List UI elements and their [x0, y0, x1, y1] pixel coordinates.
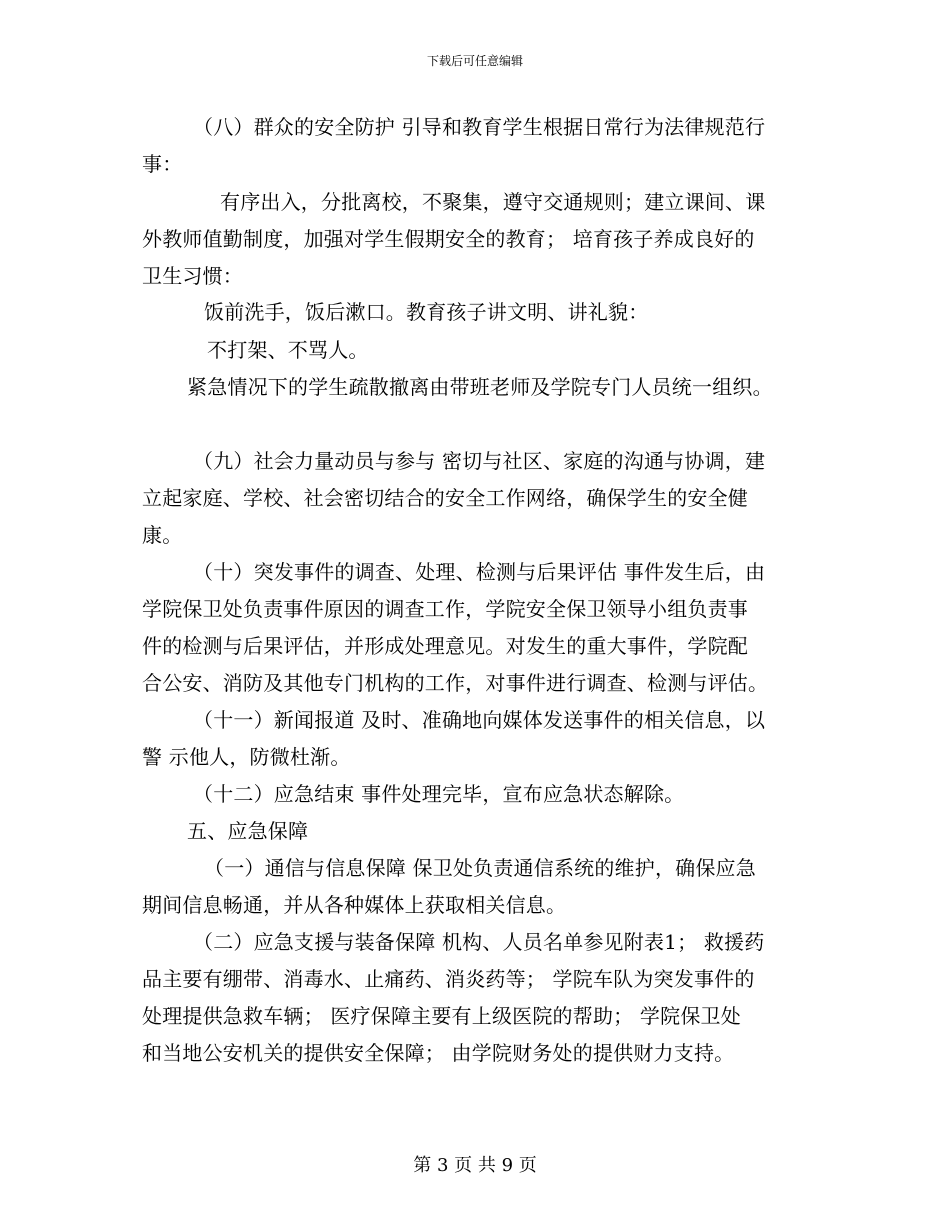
text-line: 有序出入，分批离校，不聚集，遵守交通规则；建立课间、课 [220, 190, 766, 214]
text-line: 合公安、消防及其他专门机构的工作，对事件进行调查、检测与评估。 [142, 671, 769, 695]
page-number: 第 3 页 共 9 页 [413, 1155, 537, 1176]
text-line: 和当地公安机关的提供安全保障； 由学院财务处的提供财力支持。 [142, 1041, 735, 1065]
text-line: 期间信息畅通，并从各种媒体上获取相关信息。 [142, 893, 567, 917]
text-line: （十一）新闻报道 及时、准确地向媒体发送事件的相关信息，以 [193, 708, 766, 732]
text-line: 外教师值勤制度，加强对学生假期安全的教育； 培育孩子养成良好的 [142, 227, 755, 251]
text-line: （九）社会力量动员与参与 密切与社区、家庭的沟通与协调，建 [193, 449, 766, 473]
text-line: 饭前洗手，饭后漱口。教育孩子讲文明、讲礼貌： [204, 300, 649, 324]
text-line: 事： [142, 152, 183, 176]
text-line: 卫生习惯： [142, 264, 243, 288]
text-line: 紧急情况下的学生疏散撤离由带班老师及学院专门人员统一组织。 [187, 375, 773, 399]
page-header: 下载后可任意编辑 [426, 54, 523, 68]
text-line: 不打架、不骂人。 [207, 338, 369, 362]
text-line: （十二）应急结束 事件处理完毕，宣布应急状态解除。 [193, 782, 685, 806]
text-line: 立起家庭、学校、社会密切结合的安全工作网络，确保学生的安全健 [142, 486, 748, 510]
text-line: （二）应急支援与装备保障 机构、人员名单参见附表1； 救援药 [193, 930, 765, 954]
text-line: （一）通信与信息保障 保卫处负责通信系统的维护，确保应急 [204, 856, 756, 880]
text-line: 处理提供急救车辆； 医疗保障主要有上级医院的帮助； 学院保卫处 [142, 1004, 741, 1028]
text-line: 警 示他人，防微杜渐。 [142, 745, 351, 769]
section-heading: 五、应急保障 [187, 819, 309, 843]
text-line: 学院保卫处负责事件原因的调查工作，学院安全保卫领导小组负责事 [142, 597, 748, 621]
text-line: 品主要有绷带、消毒水、止痛药、消炎药等； 学院车队为突发事件的 [142, 967, 755, 991]
text-line: 件的检测与后果评估，并形成处理意见。对发生的重大事件，学院配 [142, 634, 748, 658]
text-line: 康。 [142, 523, 183, 547]
text-line: （八）群众的安全防护 引导和教育学生根据日常行为法律规范行 [193, 115, 766, 139]
text-line: （十）突发事件的调查、处理、检测与后果评估 事件发生后，由 [193, 560, 766, 584]
